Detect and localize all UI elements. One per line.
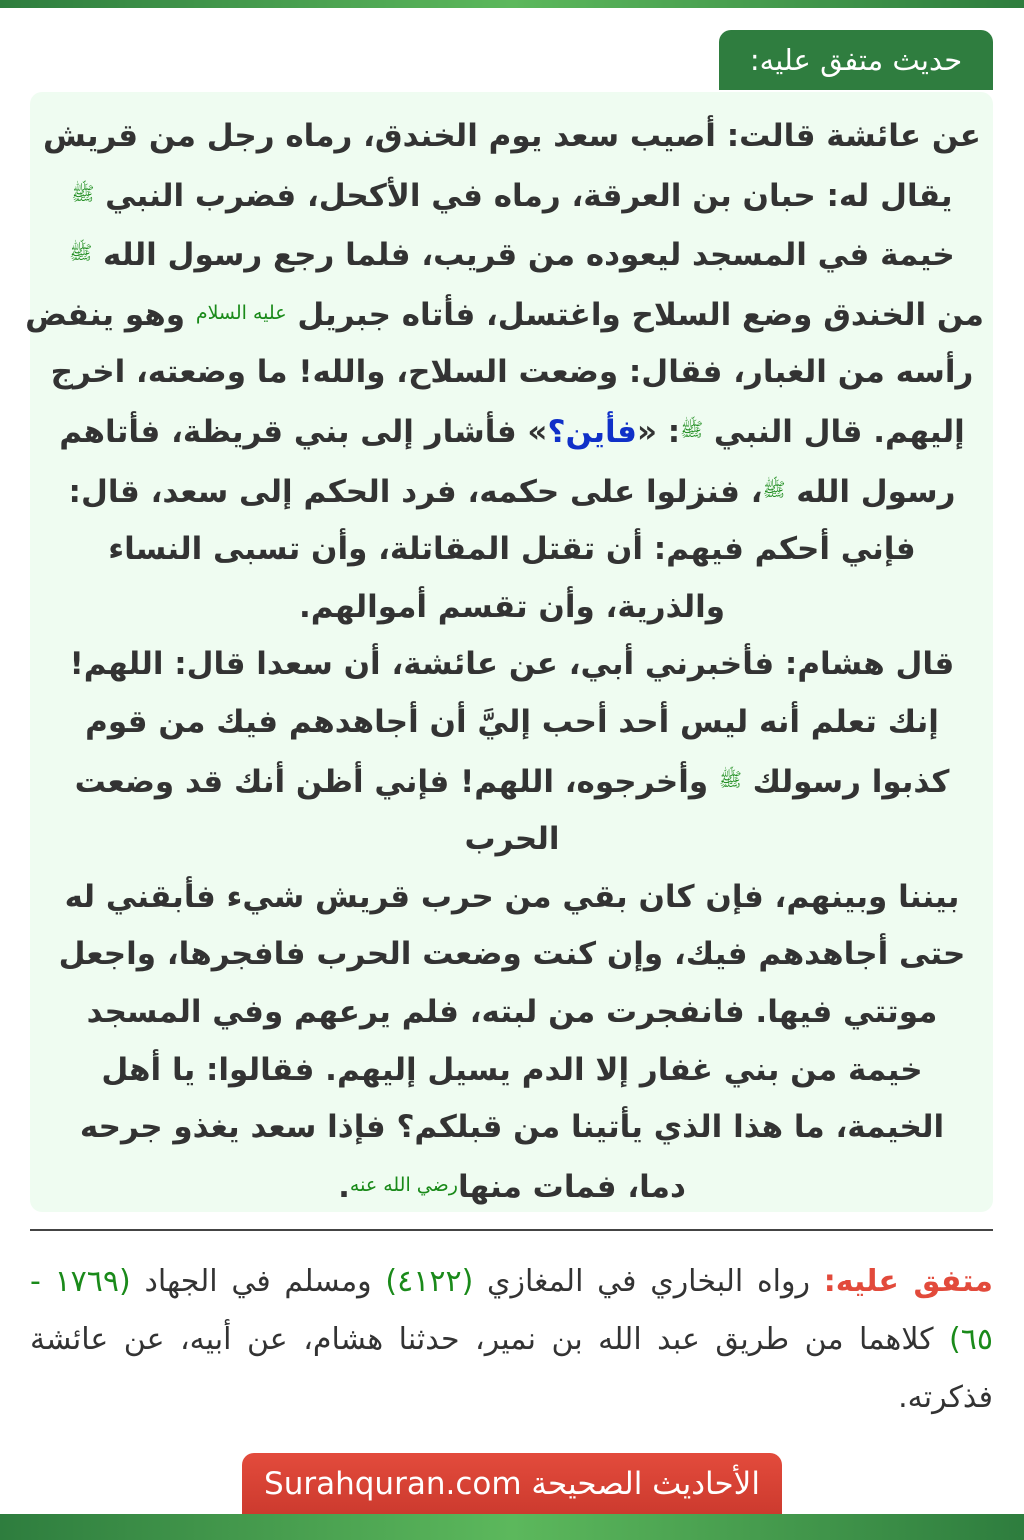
hadith-line — [40, 926, 984, 984]
hadith-segment: والذرية، وأن تقسم أموالهم. — [298, 588, 726, 625]
hadith-segment: من الخندق وضع السلاح واغتسل، فأتاه جبريل — [286, 296, 984, 333]
muslim-number: (١٧٦٩ - ٦٥) — [30, 1264, 993, 1357]
hadith-segment: خيمة من بني غفار إلا الدم يسيل إليهم. فقالوا: يا أهل — [101, 1051, 923, 1088]
divider — [30, 1229, 993, 1231]
source-text: رواه البخاري في المغازي — [473, 1264, 824, 1299]
hadith-line — [40, 752, 984, 812]
hadith-line — [40, 108, 984, 166]
hadith-line — [40, 166, 984, 226]
hadith-segment: حتى أجاهدهم فيك، وإن كنت وضعت الحرب فافجرها، واجعل — [58, 936, 966, 973]
hadith-segment: . — [338, 1168, 350, 1205]
hadith-segment: وأخرجوه، اللهم! فإني أظن أنك قد وضعت — [74, 763, 719, 800]
honorific-icon: ﷺ — [762, 478, 786, 501]
hadith-segment: إنك تعلم أنه ليس أحد أحب إليَّ أن أجاهدهم فيك من قوم — [85, 703, 939, 740]
source-citation — [30, 1253, 993, 1427]
honorific-icon: ﷺ — [71, 182, 95, 205]
bukhari-number: (٤١٢٢) — [385, 1264, 474, 1299]
hadith-segment: دما، فمات منها — [457, 1168, 686, 1205]
hadith-line — [25, 285, 984, 345]
hadith-line — [40, 1099, 984, 1157]
site-link-button[interactable]: الأحاديث الصحيحة Surahquran.com — [242, 1453, 782, 1515]
hadith-line — [40, 1042, 984, 1100]
hadith-segment: عن عائشة قالت: أصيب سعد يوم الخندق، رماه رجل من قريش — [43, 118, 981, 154]
honorific-icon: عليه السلام — [195, 301, 287, 324]
hadith-line — [40, 811, 984, 869]
hadith-segment: خيمة في المسجد ليعوده من قريب، فلما رجع رسول الله — [92, 237, 955, 274]
hadith-line — [40, 344, 984, 402]
hadith-segment: إليهم. قال النبي — [703, 413, 965, 450]
hadith-line — [40, 521, 984, 579]
hadith-segment: بيننا وبينهم، فإن كان بقي من حرب قريش شيء فأبقني له — [64, 878, 960, 915]
hadith-segment: قال هشام: فأخبرني أبي، عن عائشة، أن سعدا قال: اللهم! — [69, 646, 955, 683]
honorific-icon: ﷺ — [69, 242, 93, 265]
hadith-segment: : « — [636, 413, 681, 450]
hadith-segment: الخيمة، ما هذا الذي يأتينا من قبلكم؟ فإذا سعد يغذو جرحه — [79, 1109, 945, 1146]
hadith-segment: ، فنزلوا على حكمه، فرد الحكم إلى سعد، قال: — [68, 473, 763, 510]
bottom-accent-bar — [0, 1514, 1024, 1540]
source-text: ومسلم في الجهاد — [130, 1264, 386, 1299]
honorific-icon: ﷺ — [680, 418, 704, 441]
honorific-icon: ﷺ — [718, 768, 742, 791]
hadith-line — [40, 1157, 984, 1217]
hadith-segment: رسول الله — [785, 473, 956, 510]
hadith-segment: يقال له: حبان بن العرقة، رماه في الأكحل، فضرب النبي — [94, 177, 953, 214]
hadith-segment: كذبوا رسولك — [741, 763, 950, 800]
hadith-segment: الحرب — [464, 821, 560, 858]
hadith-line — [40, 462, 984, 522]
hadith-line — [40, 694, 984, 752]
hadith-line — [40, 579, 984, 637]
hadith-text — [25, 108, 984, 1216]
quote-highlight: فأين؟ — [547, 413, 637, 450]
hadith-segment: موتتي فيها. فانفجرت من لبته، فلم يرعهم وفي المسجد — [86, 993, 938, 1030]
source-label: متفق عليه: — [823, 1264, 993, 1299]
hadith-segment: » فأشار إلى بني قريظة، فأتاهم — [59, 413, 548, 450]
hadith-line — [40, 402, 984, 462]
hadith-line — [40, 984, 984, 1042]
hadith-type-tab: حديث متفق عليه: — [719, 30, 993, 90]
source-text: كلاهما من طريق عبد الله بن نمير، حدثنا هشام، عن أبيه، عن عائشة فذكرته. — [30, 1322, 993, 1415]
hadith-segment: رأسه من الغبار، فقال: وضعت السلاح، والله! ما وضعته، اخرج — [50, 354, 974, 391]
hadith-segment: وهو ينفض — [25, 296, 196, 333]
hadith-line — [40, 225, 984, 285]
top-accent-bar — [0, 0, 1024, 8]
honorific-icon: رضي الله عنه — [349, 1173, 458, 1196]
hadith-segment: فإني أحكم فيهم: أن تقتل المقاتلة، وأن تسبى النساء — [108, 531, 916, 568]
hadith-line — [40, 636, 984, 694]
hadith-line — [40, 869, 984, 927]
